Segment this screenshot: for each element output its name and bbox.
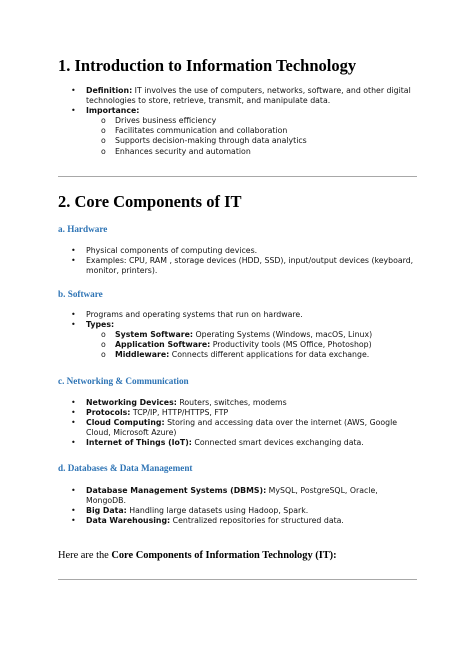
circle-bullet-icon: o [101, 146, 106, 156]
list-item: • Networking Devices: Routers, switches, modems [71, 398, 287, 407]
bullet-icon: • [71, 310, 76, 319]
networking-list [58, 398, 418, 448]
circle-bullet-icon: o [101, 340, 106, 350]
definition-text: IT involves the use of computers, networks, software, and other digital technologies to store, retrieve, transmit, and manipulate data. [86, 86, 411, 106]
bullet-icon: • [71, 86, 76, 95]
list-item: • Programs and operating systems that run on hardware. [71, 310, 303, 319]
circle-bullet-icon: o [101, 136, 106, 146]
bullet-icon: • [71, 486, 76, 495]
bullet-icon: • [71, 398, 76, 407]
types-subitem: o Middleware: Connects different applications for data exchange. [101, 350, 370, 360]
bullet-icon: • [71, 246, 76, 255]
importance-subitem: o Drives business efficiency [101, 116, 217, 126]
bullet-icon: • [71, 506, 76, 516]
section2-title: 2. Core Components of IT [58, 192, 242, 211]
circle-bullet-icon: o [101, 350, 106, 360]
horizontal-rule [58, 579, 417, 580]
list-item: • Protocols: TCP/IP, HTTP/HTTPS, FTP [71, 408, 229, 418]
intro-list [58, 86, 418, 157]
horizontal-rule [58, 176, 417, 177]
bullet-icon: • [71, 408, 76, 418]
circle-bullet-icon: o [101, 116, 106, 126]
list-item: • Big Data: Handling large datasets using Hadoop, Spark. [71, 506, 309, 516]
hardware-heading: a. Hardware [58, 224, 108, 234]
definition-item [58, 86, 418, 106]
databases-list [58, 486, 418, 526]
list-item: • Physical components of computing devices. [71, 246, 258, 255]
bullet-icon: • [71, 438, 76, 448]
types-subitem: o System Software: Operating Systems (Windows, macOS, Linux) [101, 330, 373, 340]
bullet-icon: • [71, 418, 76, 428]
bullet-icon: • [71, 320, 76, 330]
hardware-list [58, 246, 418, 276]
types-sublist [86, 330, 418, 360]
bullet-icon: • [71, 256, 76, 266]
databases-heading: d. Databases & Data Management [58, 463, 193, 473]
types-subitem: o Application Software: Productivity tools (MS Office, Photoshop) [101, 340, 372, 350]
types-item: • Types: o System Software: Operating Systems (Windows, macOS, Linux) o Application Software: Productivity tools (MS Office, Photoshop) o Middleware: Connects different applications for data exchange. [58, 320, 418, 360]
closing-line: Here are the Core Components of Information Technology (IT): [58, 550, 337, 561]
list-item: • Data Warehousing: Centralized repositories for structured data. [71, 516, 344, 526]
importance-subitem: o Enhances security and automation [101, 146, 251, 156]
list-item: • Database Management Systems (DBMS): MySQL, PostgreSQL, Oracle, MongoDB. [71, 486, 378, 506]
importance-subitem: o Supports decision-making through data analytics [101, 136, 307, 146]
circle-bullet-icon: o [101, 126, 106, 136]
list-item: • Examples: CPU, RAM , storage devices (HDD, SSD), input/output devices (keyboard, monitor, printers). [71, 256, 414, 276]
section1-title: 1. Introduction to Information Technology [58, 56, 357, 75]
bullet-icon: • [71, 106, 76, 116]
importance-item [58, 106, 418, 156]
importance-label: Importance: [86, 106, 140, 116]
importance-sublist [86, 116, 418, 156]
software-list [58, 310, 418, 360]
circle-bullet-icon: o [101, 330, 106, 340]
networking-heading: c. Networking & Communication [58, 376, 189, 386]
bullet-icon: • [71, 516, 76, 526]
importance-subitem: o Facilitates communication and collaboration [101, 126, 288, 136]
software-heading: b. Software [58, 289, 103, 299]
list-item: • Cloud Computing: Storing and accessing data over the internet (AWS, Google Cloud, Microsoft Azure) [71, 418, 398, 438]
definition-label: Definition: [86, 86, 133, 95]
list-item: • Internet of Things (IoT): Connected smart devices exchanging data. [71, 438, 364, 448]
